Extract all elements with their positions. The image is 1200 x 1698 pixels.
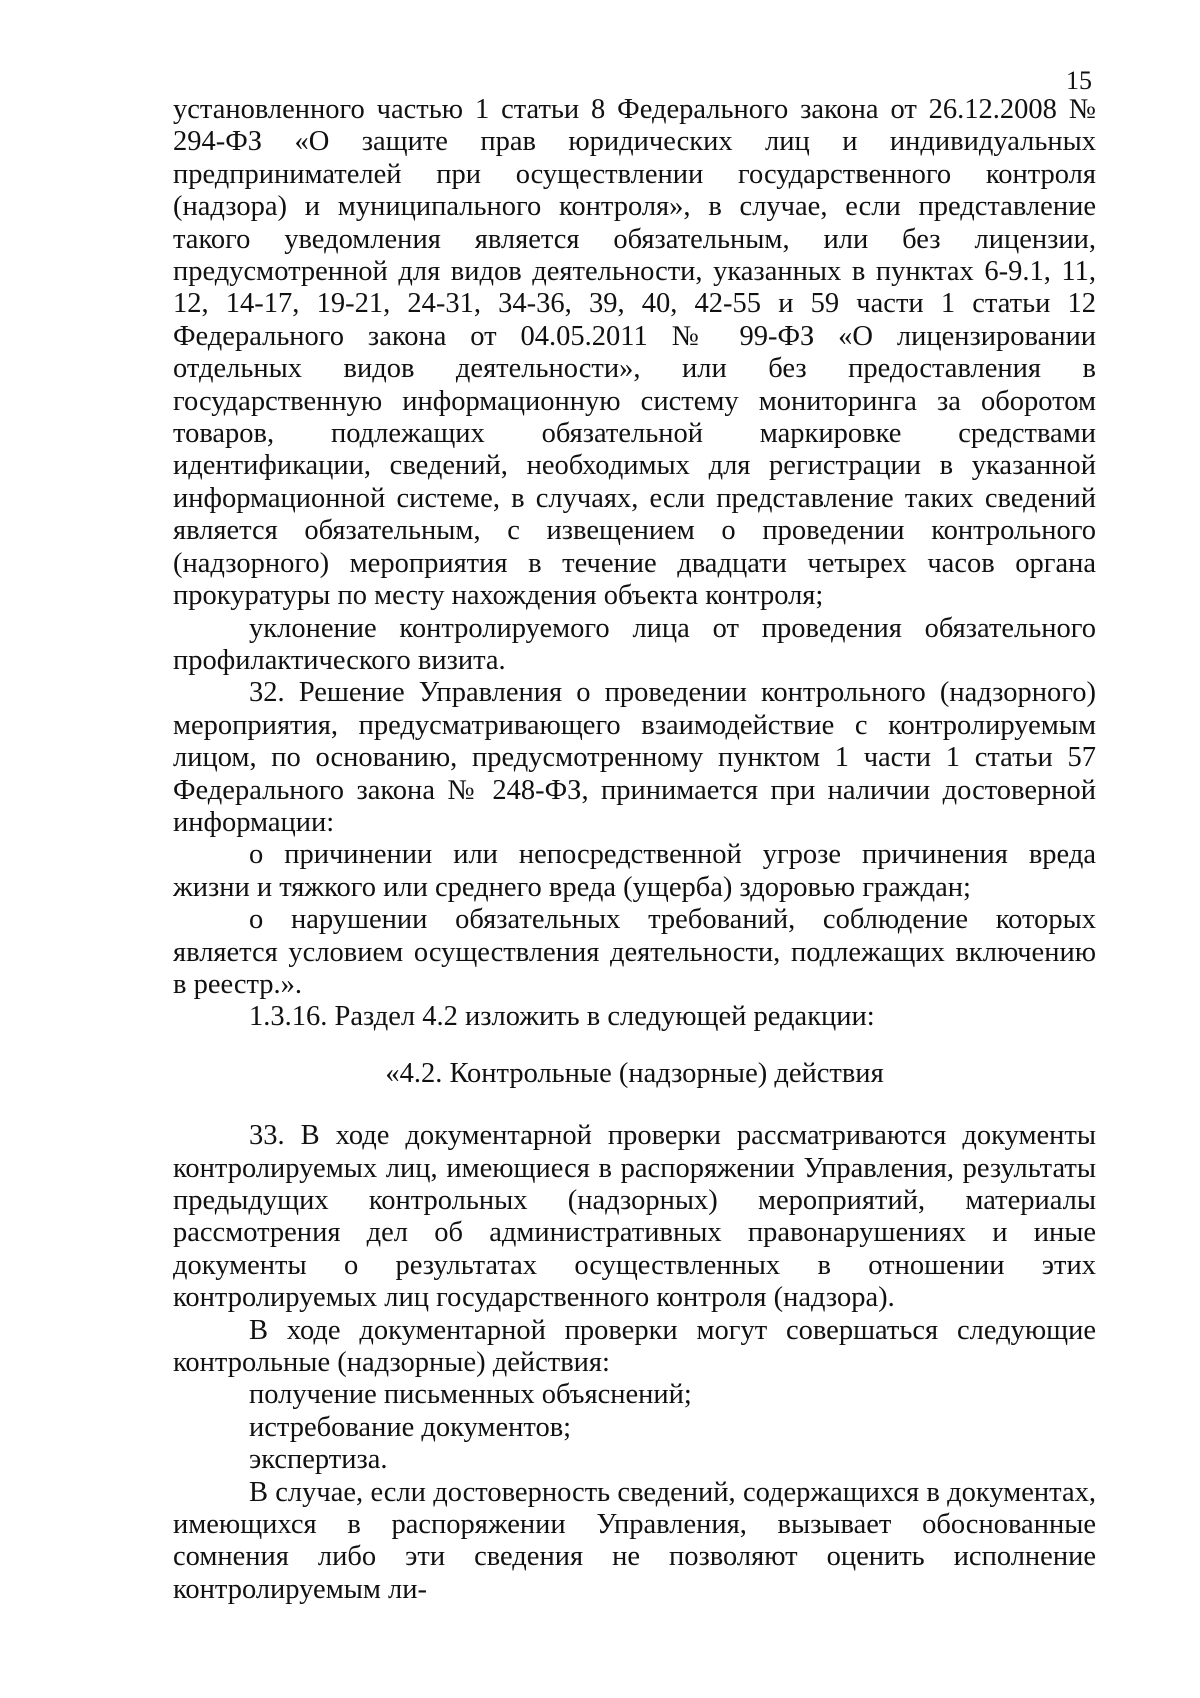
list-item: экспертиза. [249, 1444, 388, 1476]
paragraph-evasion: уклонение контролируемого лица от проведения обязательного профилактического визита. [173, 612, 1096, 676]
paragraph-actions-intro: В ходе документарной проверки могут совершаться следующие контрольные (надзорные) действия: [173, 1314, 1096, 1379]
paragraph-doubts: В случае, если достоверность сведений, содержащихся в документах, имеющихся в распоряжении Управления, вызывает обоснованные сомнения либо эти сведения не позволяют оценить исполнение контролируемым ли- [173, 1476, 1096, 1605]
paragraph-harm: о причинении или непосредственной угрозе причинения вреда жизни и тяжкого или среднего вреда (ущерба) здоровью граждан; [173, 839, 1096, 903]
paragraph-continuation: установленного частью 1 статьи 8 Федерального закона от 26.12.2008 № 294-ФЗ «О защите прав юридических лиц и индивидуальных предпринимателей при осуществлении государственного контроля (надзора) и муниципального контроля», в случае, если представление такого уведомления является обязательным, или без лицензии, предусмотренной для видов деятельности, указанных в пунктах 6-9.1, 11, 12, 14-17, 19-21, 24-31, 34-36, 39, 40, 42-55 и 59 части 1 статьи 12 Федерального закона от 04.05.2011 № 99-ФЗ «О лицензировании отдельных видов деятельности», или без предоставления в государственную информационную систему мониторинга за оборотом товаров, подлежащих обязательной маркировке средствами идентификации, сведений, необходимых для регистрации в указанной информационной системе, в случаях, если представление таких сведений является обязательным, с извещением о проведении контрольного (надзорного) мероприятия в течение двадцати четырех часов органа прокуратуры по месту нахождения объекта контроля; [173, 94, 1096, 612]
section-heading: «4.2. Контрольные (надзорные) действия [385, 1057, 884, 1089]
page-number: 15 [1066, 66, 1092, 95]
list-item: истребование документов; [249, 1411, 572, 1443]
spacer [173, 1034, 1096, 1058]
paragraph-violation: о нарушении обязательных требований, соблюдение которых является условием осуществления деятельности, подлежащих включению в реестр.». [173, 904, 1096, 1000]
paragraph-33: 33. В ходе документарной проверки рассматриваются документы контролируемых лиц, имеющиеся в распоряжении Управления, результаты предыдущих контрольных (надзорных) мероприятий, материалы рассмотрения дел об административных правонарушениях и иные документы о результатах осуществленных в отношении этих контролируемых лиц государственного контроля (надзора). [173, 1120, 1096, 1314]
paragraph-32: 32. Решение Управления о проведении контрольного (надзорного) мероприятия, предусматривающего взаимодействие с контролируемым лицом, по основанию, предусмотренному пунктом 1 части 1 статьи 57 Федерального закона № 248-ФЗ, принимается при наличии достоверной информации: [173, 677, 1096, 838]
document-body [173, 94, 1096, 1606]
paragraph-1-3-16: 1.3.16. Раздел 4.2 изложить в следующей редакции: [249, 1001, 875, 1033]
spacer [173, 1090, 1096, 1120]
list-item: получение письменных объяснений; [249, 1379, 692, 1411]
